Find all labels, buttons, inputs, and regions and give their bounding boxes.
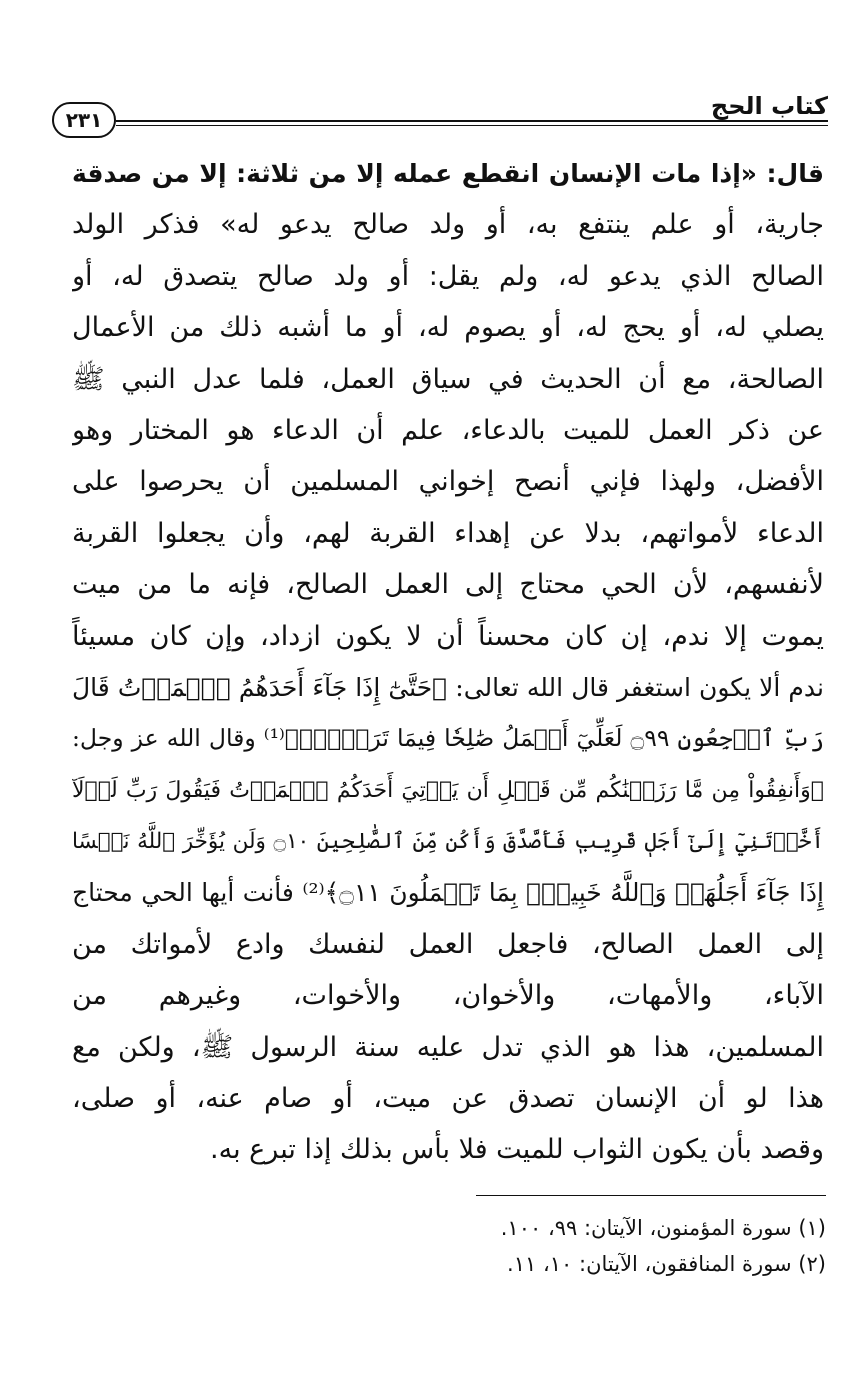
header-rule [116,120,828,122]
text-line: الآباء، والأمهات، والأخوان، والأخوات، وغيرهم من [72,980,824,1012]
header-rule-thin [116,125,828,126]
quran-line: ﴿وَأَنفِقُواْ مِن مَّا رَزَقۡنَٰكُم مِّن قَبۡلِ أَن يَأۡتِيَ أَحَدَكُمُ ٱلۡمَوۡتُ فَيَقُولَ رَبِّ لَوۡلَآ [72,777,824,803]
quran-line: إِذَا جَآءَ أَجَلُهَاۚ وَٱللَّهُ خَبِيرُۢ بِمَا تَعۡمَلُونَ ۝١١﴾⁽²⁾ فأنت أيها الحي محتاج [72,878,824,908]
text-line: يموت إلا ندم، إن كان محسناً أن لا يكون ازداد، وإن كان مسيئاً [72,620,824,652]
text-line: قال: «إذا مات الإنسان انقطع عمله إلا من ثلاثة: إلا من صدقة [72,159,824,188]
quran-line: أَخَّرۡتَنِيٓ إِلَىٰٓ أَجَلٖ قَرِيبٖ فَأَصَّدَّقَ وَأَكُن مِّنَ ٱلصَّٰلِحِينَ ۝١٠ وَلَن يُؤَخِّرَ ٱللَّهُ نَفۡسًا [72,829,824,855]
text-line: الصالح الذي يدعو له، ولم يقل: أو ولد صالح يتصدق له، أو [72,260,824,292]
quran-line: رَبِّ ٱرۡجِعُونِ ۝٩٩ لَعَلِّيٓ أَعۡمَلُ صَٰلِحٗا فِيمَا تَرَكۡتُۚ﴾⁽¹⁾ وقال الله عز وجل: [72,724,824,753]
text-line: الأفضل، ولهذا فإني أنصح إخواني المسلمين أن يحرصوا على [72,466,824,498]
text-line: المسلمين، هذا هو الذي تدل عليه سنة الرسول ﷺ، ولكن مع [72,1031,824,1063]
page-number: ٢٣١ [52,102,116,138]
footnote: (٢) سورة المنافقون، الآيتان: ١٠، ١١. [507,1252,826,1276]
quran-line: ندم ألا يكون استغفر قال الله تعالى: ﴿حَتَّىٰٓ إِذَا جَآءَ أَحَدَهُمُ ٱلۡمَوۡتُ قَالَ [72,672,824,702]
main-text [72,148,824,1176]
text-line: عن ذكر العمل للميت بالدعاء، علم أن الدعاء هو المختار وهو [72,414,824,446]
footnote-separator [476,1195,826,1196]
text-line: وقصد بأن يكون الثواب للميت فلا بأس بذلك إذا تبرع به. [210,1134,824,1166]
text-line: جارية، أو علم ينتفع به، أو ولد صالح يدعو له» فذكر الولد [72,209,824,241]
footnotes [420,1210,826,1282]
text-line: إلى العمل الصالح، فاجعل العمل لنفسك وادع لأمواتك من [72,928,824,960]
page-header [52,92,828,142]
text-line: لأنفسهم، لأن الحي محتاج إلى العمل الصالح، فإنه ما من ميت [72,569,824,601]
text-line: الدعاء لأمواتهم، بدلا عن إهداء القربة لهم، وأن يجعلوا القربة [72,517,824,549]
running-title: كتاب الحج [710,92,828,120]
text-line: الصالحة، مع أن الحديث في سياق العمل، فلما عدل النبي ﷺ [72,363,824,395]
text-line: هذا لو أن الإنسان تصدق عن ميت، أو صام عنه، أو صلى، [72,1083,824,1115]
footnote: (١) سورة المؤمنون، الآيتان: ٩٩، ١٠٠. [500,1216,826,1240]
text-line: يصلي له، أو يحج له، أو يصوم له، أو ما أشبه ذلك من الأعمال [72,312,824,344]
